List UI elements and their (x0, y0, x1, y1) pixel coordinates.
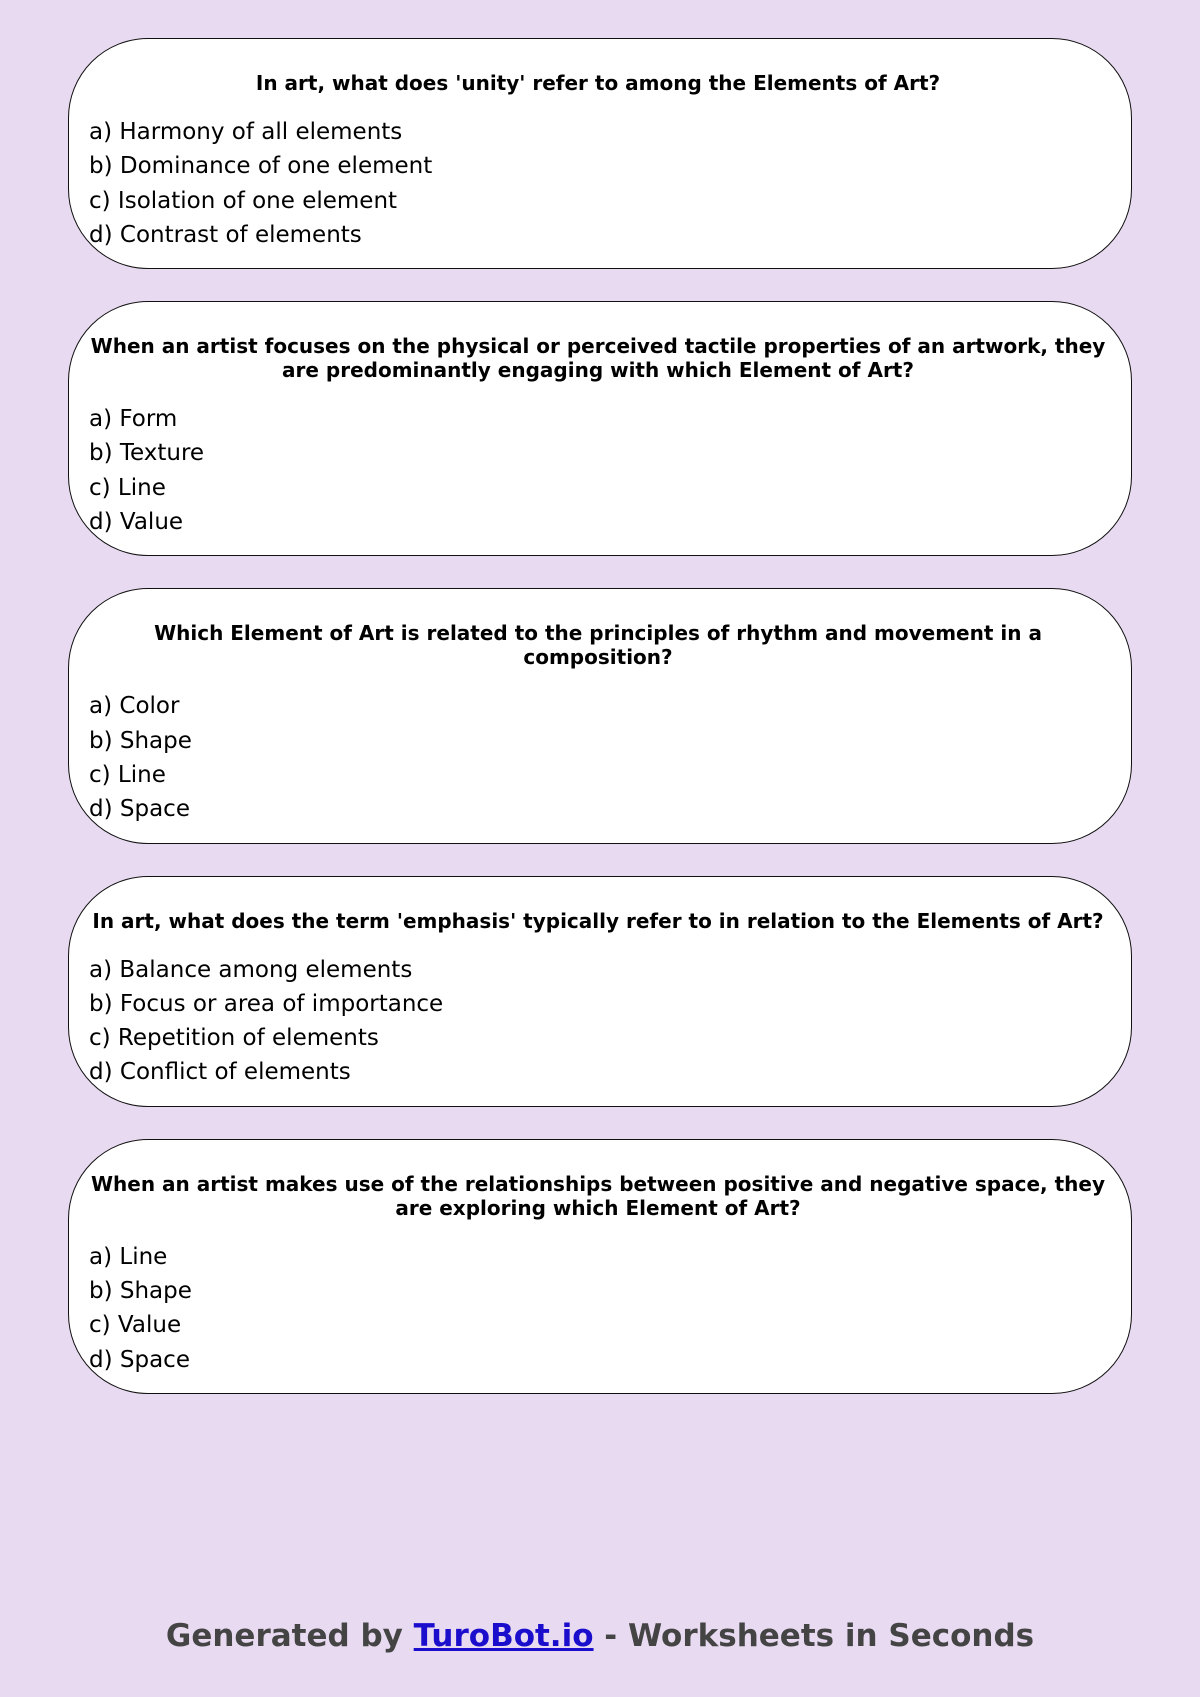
answer-option-b: b) Shape (89, 727, 192, 754)
question-text: In art, what does the term 'emphasis' typically refer to in relation to the Elements of Art? (92, 908, 1104, 933)
answer-option-d: d) Space (89, 796, 190, 823)
answer-options (89, 689, 1107, 826)
footer-credit (0, 1618, 1200, 1654)
answer-option-c: c) Value (89, 1312, 182, 1339)
answer-option-b: b) Dominance of one element (89, 153, 433, 180)
answer-option-c: c) Line (89, 761, 166, 788)
question-list (68, 38, 1132, 1426)
answer-option-a: a) Line (89, 1243, 168, 1270)
question-text: When an artist makes use of the relationships between positive and negative space, they are exploring which Element of Art? (90, 1171, 1105, 1220)
footer-prefix: Generated by (165, 1618, 414, 1654)
answer-option-a: a) Form (89, 406, 178, 433)
question-card (68, 301, 1132, 556)
turobot-link[interactable]: TuroBot.io (413, 1618, 594, 1654)
question-card (68, 1139, 1132, 1394)
answer-options (89, 115, 1107, 252)
question-text: In art, what does 'unity' refer to among the Elements of Art? (255, 71, 941, 95)
question-card (68, 38, 1132, 269)
answer-option-c: c) Isolation of one element (89, 187, 398, 214)
answer-option-c: c) Repetition of elements (89, 1025, 379, 1052)
answer-option-c: c) Line (89, 474, 166, 501)
answer-options (89, 1240, 1107, 1377)
answer-option-b: b) Shape (89, 1278, 192, 1305)
answer-option-d: d) Value (89, 509, 184, 536)
answer-option-a: a) Harmony of all elements (89, 119, 403, 145)
answer-option-d: d) Space (89, 1346, 190, 1373)
question-card (68, 588, 1132, 843)
answer-options (89, 953, 1107, 1090)
answer-option-a: a) Balance among elements (89, 956, 413, 983)
answer-option-b: b) Texture (89, 440, 205, 467)
answer-option-d: d) Conflict of elements (89, 1059, 351, 1086)
question-text: When an artist focuses on the physical or perceived tactile properties of an artwork, they are predominantly engaging with which Element of Art? (90, 334, 1106, 383)
question-text: Which Element of Art is related to the principles of rhythm and movement in a composition? (154, 621, 1042, 670)
answer-option-b: b) Focus or area of importance (89, 990, 444, 1017)
footer-suffix: - Worksheets in Seconds (593, 1618, 1035, 1654)
answer-options (89, 402, 1107, 539)
answer-option-a: a) Color (89, 693, 180, 720)
answer-option-d: d) Contrast of elements (89, 221, 362, 248)
question-card (68, 876, 1132, 1107)
